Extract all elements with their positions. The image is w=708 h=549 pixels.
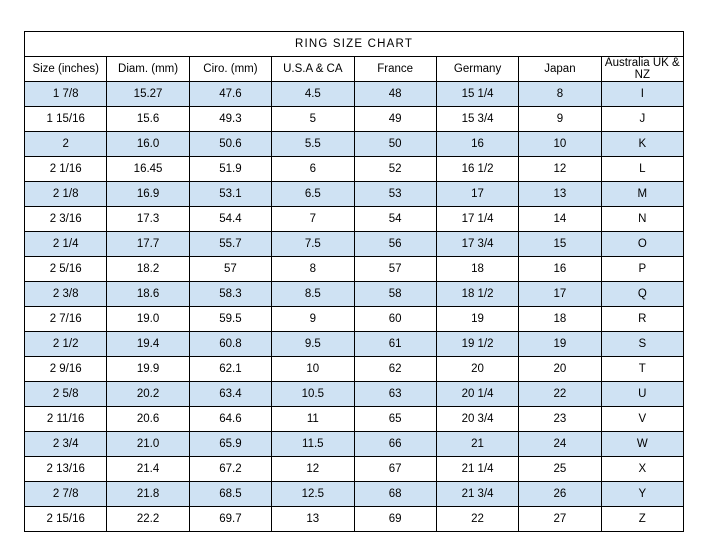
table-row [25,457,684,482]
cell-australia-uk-nz: X [601,457,683,482]
table-title-row [25,32,684,57]
cell-germany: 21 3/4 [436,482,518,507]
cell-diameter: 15.6 [107,107,189,132]
column-header-circumference-line2: (mm) [230,63,258,75]
cell-usa-ca: 12.5 [272,482,354,507]
column-header-australia-uk-nz [601,57,683,82]
cell-australia-uk-nz: P [601,257,683,282]
cell-japan: 15 [519,232,601,257]
cell-diameter: 20.2 [107,382,189,407]
cell-australia-uk-nz: M [601,182,683,207]
cell-australia-uk-nz: L [601,157,683,182]
column-header-france-line1: France [377,63,414,75]
cell-france: 48 [354,82,436,107]
cell-germany: 15 1/4 [436,82,518,107]
table-row [25,432,684,457]
table-row [25,82,684,107]
cell-japan: 19 [519,332,601,357]
table-row [25,382,684,407]
cell-diameter: 17.3 [107,207,189,232]
cell-france: 68 [354,482,436,507]
cell-germany: 18 1/2 [436,282,518,307]
cell-france: 60 [354,307,436,332]
cell-germany: 20 3/4 [436,407,518,432]
cell-germany: 17 1/4 [436,207,518,232]
table-row [25,182,684,207]
column-header-germany-line1: Germany [453,63,502,75]
cell-france: 52 [354,157,436,182]
ring-size-table [24,31,684,532]
table-row [25,207,684,232]
cell-usa-ca: 9.5 [272,332,354,357]
cell-size: 2 15/16 [25,507,107,532]
column-header-australia-line2: UK & NZ [634,57,680,81]
column-header-circumference [189,57,271,82]
cell-diameter: 19.4 [107,332,189,357]
cell-circumference: 58.3 [189,282,271,307]
column-header-australia-line1: Australia [604,57,650,69]
table-row [25,232,684,257]
cell-japan: 10 [519,132,601,157]
cell-australia-uk-nz: W [601,432,683,457]
table-row [25,357,684,382]
cell-japan: 23 [519,407,601,432]
column-header-circumference-line1: Ciro. [203,63,228,75]
cell-size: 2 3/16 [25,207,107,232]
cell-usa-ca: 4.5 [272,82,354,107]
cell-germany: 20 [436,357,518,382]
column-header-germany [436,57,518,82]
cell-france: 62 [354,357,436,382]
cell-france: 54 [354,207,436,232]
table-body [25,82,684,532]
cell-size: 2 5/8 [25,382,107,407]
table-row [25,307,684,332]
cell-japan: 14 [519,207,601,232]
cell-france: 53 [354,182,436,207]
table-row [25,257,684,282]
cell-size: 2 3/4 [25,432,107,457]
cell-germany: 16 1/2 [436,157,518,182]
cell-france: 61 [354,332,436,357]
cell-diameter: 17.7 [107,232,189,257]
cell-france: 66 [354,432,436,457]
cell-diameter: 19.9 [107,357,189,382]
cell-usa-ca: 11 [272,407,354,432]
cell-size: 2 3/8 [25,282,107,307]
cell-japan: 27 [519,507,601,532]
cell-usa-ca: 5 [272,107,354,132]
cell-circumference: 68.5 [189,482,271,507]
cell-size: 1 15/16 [25,107,107,132]
cell-australia-uk-nz: Y [601,482,683,507]
chart-title: RING SIZE CHART [25,32,684,57]
cell-diameter: 16.9 [107,182,189,207]
cell-circumference: 60.8 [189,332,271,357]
column-header-size-line2: (inches) [58,63,99,75]
cell-size: 1 7/8 [25,82,107,107]
cell-germany: 22 [436,507,518,532]
cell-france: 50 [354,132,436,157]
cell-australia-uk-nz: J [601,107,683,132]
cell-diameter: 18.2 [107,257,189,282]
cell-diameter: 21.8 [107,482,189,507]
cell-size: 2 [25,132,107,157]
table-row [25,332,684,357]
cell-germany: 17 3/4 [436,232,518,257]
cell-circumference: 53.1 [189,182,271,207]
cell-usa-ca: 7 [272,207,354,232]
ring-size-chart [24,31,684,532]
cell-australia-uk-nz: V [601,407,683,432]
cell-usa-ca: 11.5 [272,432,354,457]
cell-japan: 22 [519,382,601,407]
cell-circumference: 62.1 [189,357,271,382]
cell-australia-uk-nz: R [601,307,683,332]
column-header-diameter-line2: (mm) [151,63,179,75]
cell-france: 57 [354,257,436,282]
cell-australia-uk-nz: I [601,82,683,107]
cell-size: 2 9/16 [25,357,107,382]
cell-germany: 20 1/4 [436,382,518,407]
cell-germany: 18 [436,257,518,282]
cell-size: 2 1/16 [25,157,107,182]
table-row [25,132,684,157]
cell-france: 65 [354,407,436,432]
cell-usa-ca: 7.5 [272,232,354,257]
cell-diameter: 19.0 [107,307,189,332]
cell-germany: 21 1/4 [436,457,518,482]
cell-germany: 19 [436,307,518,332]
cell-france: 56 [354,232,436,257]
cell-diameter: 22.2 [107,507,189,532]
cell-size: 2 11/16 [25,407,107,432]
cell-circumference: 47.6 [189,82,271,107]
cell-france: 67 [354,457,436,482]
cell-circumference: 55.7 [189,232,271,257]
cell-france: 69 [354,507,436,532]
cell-circumference: 59.5 [189,307,271,332]
cell-germany: 21 [436,432,518,457]
cell-australia-uk-nz: U [601,382,683,407]
cell-usa-ca: 13 [272,507,354,532]
cell-size: 2 7/16 [25,307,107,332]
table-row [25,507,684,532]
column-header-japan-line1: Japan [544,63,576,75]
cell-australia-uk-nz: Z [601,507,683,532]
cell-diameter: 16.45 [107,157,189,182]
cell-australia-uk-nz: O [601,232,683,257]
cell-usa-ca: 8 [272,257,354,282]
cell-diameter: 21.4 [107,457,189,482]
cell-size: 2 5/16 [25,257,107,282]
cell-japan: 25 [519,457,601,482]
cell-japan: 17 [519,282,601,307]
cell-size: 2 1/8 [25,182,107,207]
column-header-france [354,57,436,82]
cell-diameter: 16.0 [107,132,189,157]
cell-circumference: 67.2 [189,457,271,482]
cell-australia-uk-nz: Q [601,282,683,307]
cell-circumference: 54.4 [189,207,271,232]
cell-circumference: 51.9 [189,157,271,182]
column-header-japan [519,57,601,82]
cell-usa-ca: 6 [272,157,354,182]
cell-japan: 20 [519,357,601,382]
cell-circumference: 63.4 [189,382,271,407]
column-header-size-line1: Size [32,63,55,75]
cell-usa-ca: 9 [272,307,354,332]
column-header-usa-ca-line2: & CA [315,63,343,75]
cell-usa-ca: 10.5 [272,382,354,407]
cell-france: 58 [354,282,436,307]
cell-usa-ca: 10 [272,357,354,382]
cell-usa-ca: 6.5 [272,182,354,207]
table-row [25,282,684,307]
table-header-row [25,57,684,82]
column-header-size [25,57,107,82]
column-header-usa-ca [272,57,354,82]
cell-size: 2 7/8 [25,482,107,507]
cell-france: 63 [354,382,436,407]
cell-australia-uk-nz: T [601,357,683,382]
cell-diameter: 18.6 [107,282,189,307]
cell-circumference: 49.3 [189,107,271,132]
table-row [25,482,684,507]
cell-germany: 17 [436,182,518,207]
cell-usa-ca: 8.5 [272,282,354,307]
cell-size: 2 1/2 [25,332,107,357]
cell-japan: 26 [519,482,601,507]
cell-circumference: 64.6 [189,407,271,432]
cell-size: 2 1/4 [25,232,107,257]
cell-diameter: 21.0 [107,432,189,457]
column-header-usa-ca-line1: U.S.A [283,63,313,75]
cell-circumference: 57 [189,257,271,282]
cell-japan: 18 [519,307,601,332]
cell-usa-ca: 5.5 [272,132,354,157]
cell-japan: 16 [519,257,601,282]
cell-circumference: 50.6 [189,132,271,157]
cell-germany: 16 [436,132,518,157]
cell-circumference: 69.7 [189,507,271,532]
table-row [25,157,684,182]
cell-australia-uk-nz: S [601,332,683,357]
cell-size: 2 13/16 [25,457,107,482]
cell-france: 49 [354,107,436,132]
cell-germany: 19 1/2 [436,332,518,357]
cell-japan: 12 [519,157,601,182]
cell-japan: 13 [519,182,601,207]
cell-japan: 24 [519,432,601,457]
cell-germany: 15 3/4 [436,107,518,132]
cell-japan: 8 [519,82,601,107]
table-row [25,407,684,432]
cell-japan: 9 [519,107,601,132]
table-row [25,107,684,132]
cell-diameter: 15.27 [107,82,189,107]
cell-usa-ca: 12 [272,457,354,482]
column-header-diameter-line1: Diam. [118,63,149,75]
cell-circumference: 65.9 [189,432,271,457]
cell-diameter: 20.6 [107,407,189,432]
column-header-diameter [107,57,189,82]
cell-australia-uk-nz: K [601,132,683,157]
cell-australia-uk-nz: N [601,207,683,232]
